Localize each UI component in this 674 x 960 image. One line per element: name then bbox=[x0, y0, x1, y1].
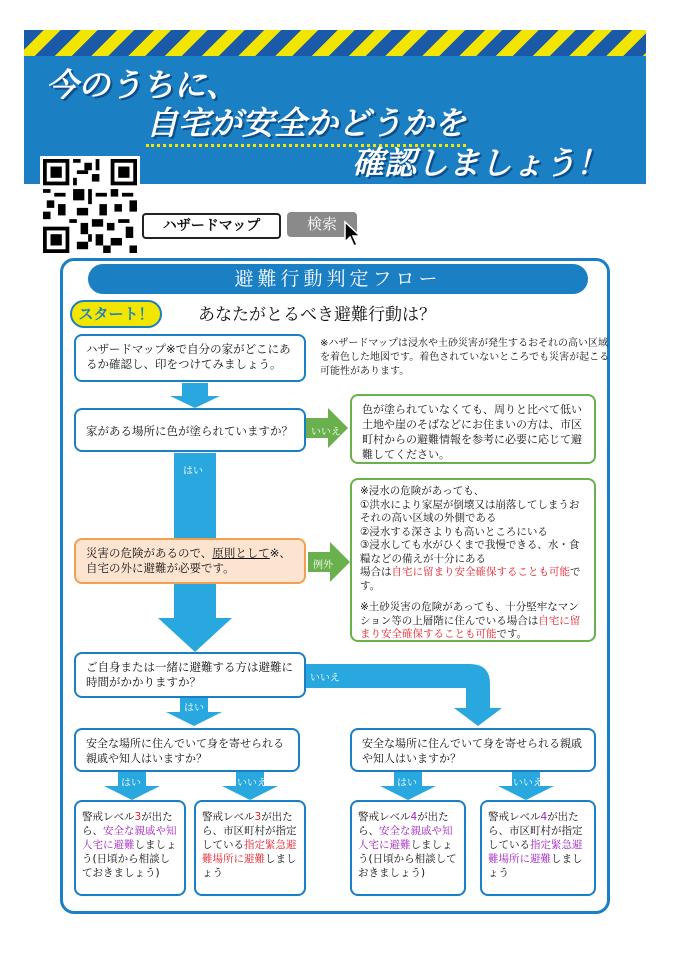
step-check-map: ハザードマップ※で自分の家がどこにあるか確認し、印をつけてみましょう。 bbox=[74, 334, 306, 382]
yes-label: はい bbox=[121, 778, 141, 789]
question-relatives-right: 安全な場所に住んでいて身を寄せられる親戚や知人はいますか？ bbox=[350, 728, 596, 772]
no-label: いいえ bbox=[311, 427, 341, 438]
header-line-2: 自宅が安全かどうかを bbox=[146, 98, 466, 147]
yes-label: はい bbox=[397, 778, 417, 789]
main-question: あなたがとるべき避難行動は？ bbox=[198, 305, 436, 325]
question-map-color: 家がある場所に色が塗られていますか？ bbox=[74, 408, 306, 452]
hazard-map-note: ※ハザードマップは浸水や土砂災害が発生するおそれの高い区域を着色した地図です。着色されていないところでも災害が起こる可能性があります。 bbox=[320, 338, 610, 377]
start-badge: スタート！ bbox=[70, 300, 162, 328]
exception-label: 例外 bbox=[313, 560, 333, 571]
search-input[interactable]: ハザードマップ bbox=[142, 213, 281, 239]
result-not-colored: 色が塗られていなくても、周りと比べて低い土地や崖のそばなどにお住まいの方は、市区町村からの避難情報を参考に必要に応じて避難してください。 bbox=[350, 394, 596, 464]
flowchart-title: 避難行動判定フロー bbox=[88, 264, 588, 294]
result-level3-shelter: 警戒レベル3が出たら、市区町村が指定している指定緊急避難場所に避難しましょう bbox=[194, 800, 306, 896]
yes-label: はい bbox=[183, 466, 203, 477]
no-label: いいえ bbox=[513, 778, 543, 789]
result-level4-relatives: 警戒レベル4が出たら、安全な親戚や知人宅に避難しましょう(日頃から相談しておきましょう) bbox=[350, 800, 466, 896]
no-label: いいえ bbox=[310, 673, 340, 684]
question-needs-time: ご自身または一緒に避難する方は避難に時間がかかりますか？ bbox=[74, 652, 306, 698]
no-label: いいえ bbox=[237, 778, 267, 789]
header-line-3: 確認しましょう！ bbox=[352, 144, 609, 182]
exception-conditions: ※浸水の危険があっても、 ①洪水により家屋が倒壊又は崩落してしまうおそれの高い区域の外側である ②浸水する深さよりも高いところにいる ③浸水しても水がひくまで我慢できる、水・食糧などの備えが十分にある 場合は自宅に留まり安全確保することも可能です。 ※土砂災害の危険があっても、十分堅牢なマンション等の上層階に住んでいる場合は自宅に留まり安全確保することも可能です。 bbox=[350, 478, 596, 642]
search-button[interactable]: 検索 bbox=[287, 212, 357, 237]
header-line-1: 今のうちに、 bbox=[46, 66, 239, 104]
evacuation-required: 災害の危険があるので、原則として※、自宅の外に避難が必要です。 bbox=[74, 538, 306, 584]
question-relatives-left: 安全な場所に住んでいて身を寄せられる親戚や知人はいますか？ bbox=[74, 728, 300, 772]
result-level3-relatives: 警戒レベル3が出たら、安全な親戚や知人宅に避難しましょう(日頃から相談しておきましょう) bbox=[74, 800, 186, 896]
yes-label: はい bbox=[184, 703, 204, 714]
result-level4-shelter: 警戒レベル4が出たら、市区町村が指定している指定緊急避難場所に避難しましょう bbox=[480, 800, 596, 896]
